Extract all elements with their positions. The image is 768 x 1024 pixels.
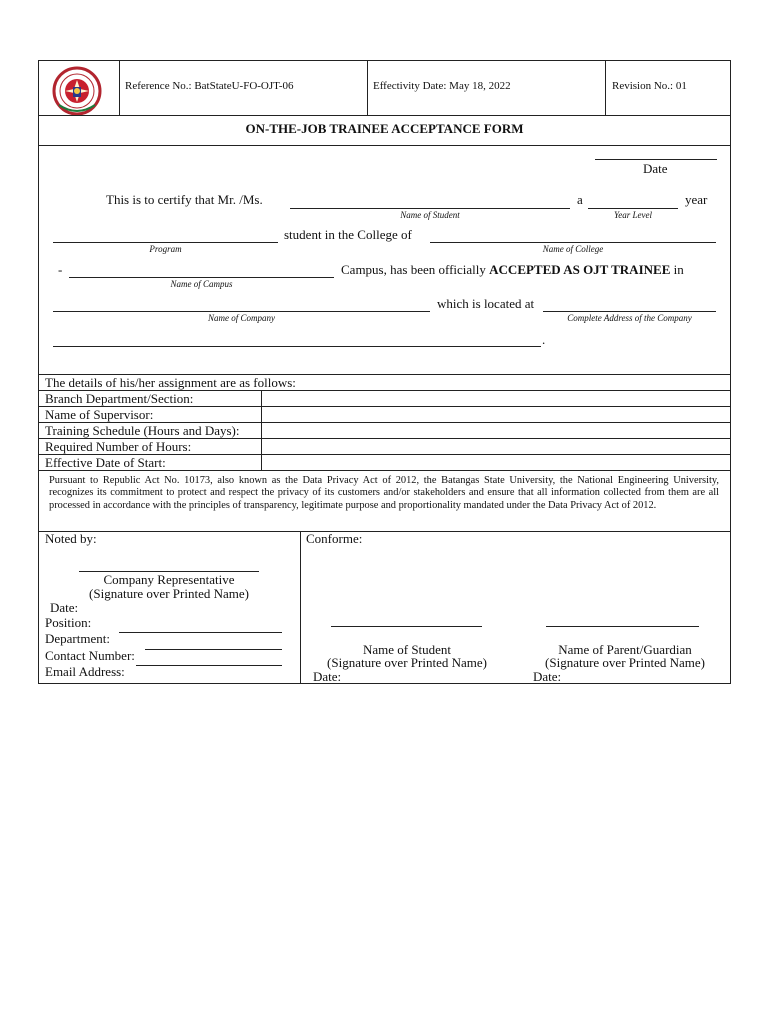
located-text: which is located at <box>437 296 535 311</box>
contact-number-label: Contact Number: <box>45 648 135 663</box>
address-continuation-field[interactable] <box>53 346 541 347</box>
data-privacy-notice: Pursuant to Republic Act No. 10173, also known as the Data Privacy Act of 2012, the Batangas State University, the National Engineering University, recognizes its commitment to protect and respect the privacy of its customers and/or stakeholders and ensure that all information collected from them are all processed in accordance with the principles of transparency, legitimate purpose and proportionality mandated under the Data Privacy Act of 2012. <box>49 475 719 511</box>
parent-date-label: Date: <box>533 669 562 684</box>
reference-number: Reference No.: BatStateU-FO-OJT-06 <box>125 80 294 92</box>
email-address-label: Email Address: <box>45 664 125 679</box>
position-label: Position: <box>45 615 92 630</box>
student-name-field[interactable] <box>290 208 570 209</box>
date-field[interactable] <box>595 159 717 160</box>
supervisor-input[interactable] <box>263 407 729 422</box>
parent-signature-caption: (Signature over Printed Name) <box>545 655 705 670</box>
campus-dash: - <box>58 262 63 277</box>
student-signature-caption: (Signature over Printed Name) <box>327 655 487 670</box>
parent-signature-line[interactable] <box>546 626 699 627</box>
hours-input[interactable] <box>263 439 729 454</box>
revision-number: Revision No.: 01 <box>612 80 687 92</box>
noted-date-label: Date: <box>50 600 79 615</box>
program-field[interactable] <box>53 242 278 243</box>
certify-text: This is to certify that Mr. /Ms. <box>106 192 263 207</box>
assignment-label-branch: Branch Department/Section: <box>45 391 194 406</box>
college-caption: Name of College <box>542 244 604 254</box>
accepted-bold-text: ACCEPTED AS OJT TRAINEE <box>489 262 671 277</box>
company-address-caption: Complete Address of the Company <box>567 313 692 323</box>
date-caption: Date <box>643 161 668 176</box>
effectivity-date: Effectivity Date: May 18, 2022 <box>373 80 511 92</box>
conforme-label: Conforme: <box>306 531 363 546</box>
year-word: year <box>685 192 708 207</box>
assignment-label-schedule: Training Schedule (Hours and Days): <box>45 423 240 438</box>
start-date-input[interactable] <box>263 455 729 470</box>
university-seal-logo <box>45 65 111 115</box>
student-name-signature-caption: Name of Student <box>362 642 452 657</box>
year-level-caption: Year Level <box>614 210 652 220</box>
accepted-text: Campus, has been officially ACCEPTED AS OJT TRAINEE in <box>341 262 684 277</box>
campus-caption: Name of Campus <box>170 279 233 289</box>
college-field[interactable] <box>430 242 716 243</box>
schedule-input[interactable] <box>263 423 729 438</box>
student-signature-line[interactable] <box>331 626 482 627</box>
assignment-label-supervisor: Name of Supervisor: <box>45 407 154 422</box>
campus-field[interactable] <box>69 277 334 278</box>
company-name-field[interactable] <box>53 311 430 312</box>
assignment-intro: The details of his/her assignment are as follows: <box>45 375 296 390</box>
company-rep-caption: Company Representative <box>103 572 235 587</box>
form-title: ON-THE-JOB TRAINEE ACCEPTANCE FORM <box>245 121 524 136</box>
noted-by-label: Noted by: <box>45 531 97 546</box>
program-caption: Program <box>149 244 182 254</box>
branch-input[interactable] <box>263 391 729 406</box>
parent-name-caption: Name of Parent/Guardian <box>558 642 692 657</box>
assignment-label-hours: Required Number of Hours: <box>45 439 192 454</box>
end-period: . <box>542 332 546 347</box>
article-a: a <box>577 192 583 207</box>
year-level-field[interactable] <box>588 208 678 209</box>
email-address-field[interactable] <box>136 665 282 666</box>
department-label: Department: <box>45 631 110 646</box>
company-address-field[interactable] <box>543 311 716 312</box>
company-rep-signature-caption: (Signature over Printed Name) <box>89 586 249 601</box>
contact-number-field[interactable] <box>145 649 282 650</box>
assignment-label-start: Effective Date of Start: <box>45 455 166 470</box>
company-name-caption: Name of Company <box>208 313 275 323</box>
student-name-caption: Name of Student <box>400 210 460 220</box>
college-text: student in the College of <box>284 227 412 242</box>
ojt-acceptance-form <box>38 60 731 684</box>
department-field[interactable] <box>119 632 282 633</box>
student-date-label: Date: <box>313 669 342 684</box>
